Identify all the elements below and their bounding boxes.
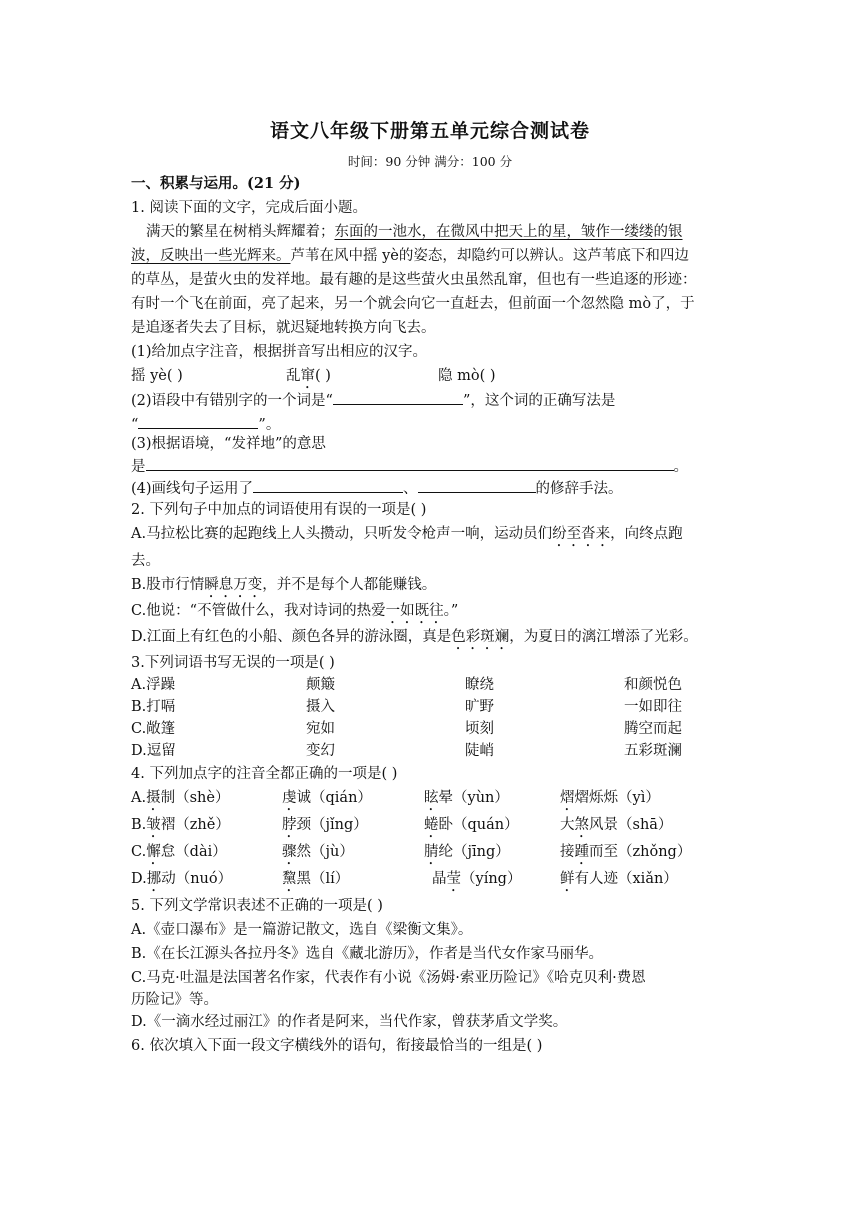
q-text: ”。 <box>258 417 281 433</box>
pinyin-text: 卧（quán） <box>438 817 519 833</box>
q4-word <box>424 815 519 841</box>
answer-blank[interactable] <box>146 456 674 471</box>
q4-word <box>560 842 691 868</box>
dotted-char: 熠 <box>560 790 575 806</box>
q2-option-b[interactable] <box>131 575 436 601</box>
q2-option-a[interactable] <box>131 524 683 550</box>
q-text: B.股市行情 <box>131 577 205 593</box>
q3-option-label[interactable]: B.打嗝 <box>131 699 176 715</box>
q3-word: 一如即往 <box>624 699 682 715</box>
q-text: (4)画线句子运用了 <box>131 481 254 497</box>
dotted-char: 黧 <box>282 871 297 887</box>
underlined-sentence: 波，反映出一些光辉来。 <box>131 248 291 264</box>
pinyin-text: 风景（shā） <box>589 817 673 833</box>
q4-option[interactable] <box>131 815 230 841</box>
q5-option-c[interactable]: C.马克·吐温是法国著名作家，代表作有小说《汤姆·索亚历险记》《哈克贝利·费恩 <box>131 970 646 986</box>
q5-stem: 5. 下列文学常识表述不正确的一项是( ) <box>131 898 383 914</box>
q1-passage-line-5: 是追逐者失去了目标，就迟疑地转换方向飞去。 <box>131 320 436 336</box>
plain-text: 晶 <box>432 871 447 887</box>
q4-word <box>560 815 672 841</box>
underlined-sentence: 东面的一池水，在微风中把天上的星，皱作一缕缕的银 <box>334 224 683 240</box>
q5-option-c-cont: 历险记》等。 <box>131 992 218 1008</box>
dotted-char: 骤 <box>282 844 297 860</box>
dotted-char: 眩 <box>424 790 439 806</box>
dotted-char: 腈 <box>424 844 439 860</box>
q-text: C.他说：“不管做什么，我对诗词的热爱 <box>131 603 386 619</box>
q3-word: 腾空而起 <box>624 721 682 737</box>
q1-sub1-c[interactable]: 隐 mò( ) <box>438 368 496 384</box>
answer-paren: ( ) <box>315 368 331 384</box>
answer-blank[interactable] <box>333 390 463 405</box>
dotted-char: 懈 <box>146 844 161 860</box>
dotted-char: 虔 <box>282 790 297 806</box>
q3-word: 瞭绕 <box>465 677 494 693</box>
q2-option-c[interactable] <box>131 601 458 627</box>
dotted-phrase: 纷至沓来 <box>552 526 611 542</box>
q4-word <box>424 842 510 868</box>
dotted-char: 挪 <box>146 871 162 887</box>
q1-sub2-line2 <box>131 414 280 435</box>
dotted-char: 蜷 <box>424 817 439 833</box>
q3-word: 摄入 <box>306 699 335 715</box>
q2-stem: 2. 下列句子中加点的词语使用有误的一项是( ) <box>131 502 427 518</box>
plain-text: A. <box>131 790 147 806</box>
passage-text: 芦苇在风中摇 yè的姿态，却隐约可以辨认。这芦苇底下和四边 <box>290 248 689 264</box>
dotted-char: 皱 <box>146 817 161 833</box>
q2-option-a-cont: 去。 <box>131 553 160 569</box>
dotted-phrase: 色彩斑斓 <box>451 629 510 645</box>
q-text: 的修辞手法。 <box>535 481 623 497</box>
q5-option-b[interactable]: B.《在长江源头各拉丹冬》选自《藏北游历》，作者是当代女作家马丽华。 <box>131 946 604 962</box>
q-text: ，为夏日的漓江增添了光彩。 <box>509 629 698 645</box>
plain-text: D. <box>131 871 147 887</box>
plain-text: C. <box>131 844 147 860</box>
q4-stem: 4. 下列加点字的注音全都正确的一项是( ) <box>131 766 398 782</box>
dotted-char: 煞 <box>574 817 589 833</box>
q-text: (2)语段中有错别字的一个词是“ <box>131 393 333 409</box>
q4-word <box>282 842 354 868</box>
q1-sub2-line1 <box>131 390 615 411</box>
q-text: 是 <box>131 459 146 475</box>
q3-option-label[interactable]: C.敞篷 <box>131 721 176 737</box>
q4-word <box>282 869 349 895</box>
q3-word: 五彩斑澜 <box>624 743 682 759</box>
q3-word: 宛如 <box>306 721 335 737</box>
q5-option-a[interactable]: A.《壶口瀑布》是一篇游记散文，选自《梁衡文集》。 <box>131 922 473 938</box>
q1-sub3-line2 <box>131 456 688 477</box>
q1-sub3-line1: (3)根据语境，“发祥地”的意思 <box>131 436 326 452</box>
q-text: ”，这个词的正确写法是 <box>462 393 616 409</box>
dotted-char: 脖 <box>282 817 297 833</box>
q1-sub1-a[interactable]: 摇 yè( ) <box>131 368 183 384</box>
dotted-char: 鲜 <box>560 871 575 887</box>
q3-stem: 3.下列词语书写无误的一项是( ) <box>131 655 335 671</box>
pinyin-text: 纶（jīng） <box>438 844 510 860</box>
q-text: ，并不是每个人都能赚钱。 <box>262 577 437 593</box>
pinyin-text: 黑（lí） <box>296 871 350 887</box>
q3-word: 颠簸 <box>306 677 335 693</box>
q3-word: 变幻 <box>306 743 335 759</box>
q1-passage-line-2 <box>131 246 689 266</box>
q-text: 。” <box>443 603 459 619</box>
q3-word: 和颜悦色 <box>624 677 682 693</box>
pinyin-text: （yíng） <box>461 871 522 887</box>
dotted-char: 莹 <box>446 871 461 887</box>
pinyin-text: 然（jù） <box>296 844 354 860</box>
dotted-char: 窜 <box>300 368 315 384</box>
plain-text: 接 <box>560 844 575 860</box>
passage-text: 满天的繁星在树梢头辉耀着； <box>146 224 335 240</box>
q4-word <box>560 788 660 814</box>
dotted-phrase: 一如既往 <box>385 603 444 619</box>
q5-option-d[interactable]: D.《一滴水经过丽江》的作者是阿来，当代作家，曾获茅盾文学奖。 <box>131 1014 568 1030</box>
q4-option[interactable] <box>131 788 229 814</box>
q-text: 、 <box>403 481 418 497</box>
plain-text: B. <box>131 817 147 833</box>
q4-option[interactable] <box>131 869 232 895</box>
q-text: D.江面上有红色的小船、颜色各异的游泳圈，真是 <box>131 629 452 645</box>
q2-option-d[interactable] <box>131 627 698 653</box>
q1-passage-line-4: 有时一个飞在前面，亮了起来，另一个就会向它一直赶去，但前面一个忽然隐 mò了，于 <box>131 296 695 312</box>
q-text: 。 <box>673 459 688 475</box>
pinyin-text: 怠（dài） <box>160 844 227 860</box>
q3-word: 顷刻 <box>465 721 494 737</box>
plain-text: 大 <box>560 817 575 833</box>
q4-option[interactable] <box>131 842 227 868</box>
answer-blank[interactable] <box>253 478 403 493</box>
q4-word <box>282 788 372 814</box>
q4-word <box>560 869 678 895</box>
pinyin-text: 而至（zhǒng） <box>589 844 692 860</box>
q3-option-label[interactable]: D.逗留 <box>131 743 176 759</box>
answer-blank[interactable] <box>418 478 536 493</box>
page-title: 语文八年级下册第五单元综合测试卷 <box>269 120 590 142</box>
q4-word <box>282 815 368 841</box>
q1-stem: 1. 阅读下面的文字，完成后面小题。 <box>131 200 367 216</box>
exam-time-score: 时间：90 分钟 满分：100 分 <box>347 154 513 169</box>
q3-word: 陡峭 <box>465 743 494 759</box>
pinyin-text: 动（nuó） <box>161 871 233 887</box>
answer-blank[interactable] <box>138 414 258 429</box>
q3-option-label[interactable]: A.浮躁 <box>131 677 176 693</box>
section-heading: 一、积累与运用。(21 分) <box>131 175 301 192</box>
pinyin-text: 熠烁烁（yì） <box>574 790 660 806</box>
q1-sub4 <box>131 478 623 499</box>
pinyin-text: 颈（jǐng） <box>296 817 368 833</box>
dotted-char: 踵 <box>574 844 589 860</box>
q1-passage-line-3: 的草丛，是萤火虫的发祥地。最有趣的是这些萤火虫虽然乱窜，但也有一些追逐的形迹： <box>131 272 697 288</box>
q1-sub1-b[interactable] <box>286 366 331 392</box>
dotted-phrase: 瞬息万变 <box>204 577 263 593</box>
pinyin-text: 诚（qián） <box>296 790 372 806</box>
q3-word: 旷野 <box>465 699 494 715</box>
pinyin-text: 褶（zhě） <box>160 817 230 833</box>
q-text: “ <box>131 417 139 433</box>
q1-passage-line-1 <box>146 222 683 242</box>
pinyin-text: 制（shè） <box>160 790 230 806</box>
q-text: ，向终点跑 <box>610 526 683 542</box>
char: 乱 <box>286 368 301 384</box>
pinyin-text: 晕（yùn） <box>438 790 509 806</box>
dotted-char: 摄 <box>146 790 161 806</box>
q1-sub1: (1)给加点字注音，根据拼音写出相应的汉字。 <box>131 344 428 360</box>
q4-word <box>424 788 509 814</box>
q-text: A.马拉松比赛的起跑线上人头攒动，只听发令枪声一响，运动员们 <box>131 526 553 542</box>
q4-word <box>432 869 521 895</box>
pinyin-text: 有人迹（xiǎn） <box>574 871 678 887</box>
q6-stem: 6. 依次填入下面一段文字横线外的语句，衔接最恰当的一组是( ) <box>131 1038 543 1054</box>
